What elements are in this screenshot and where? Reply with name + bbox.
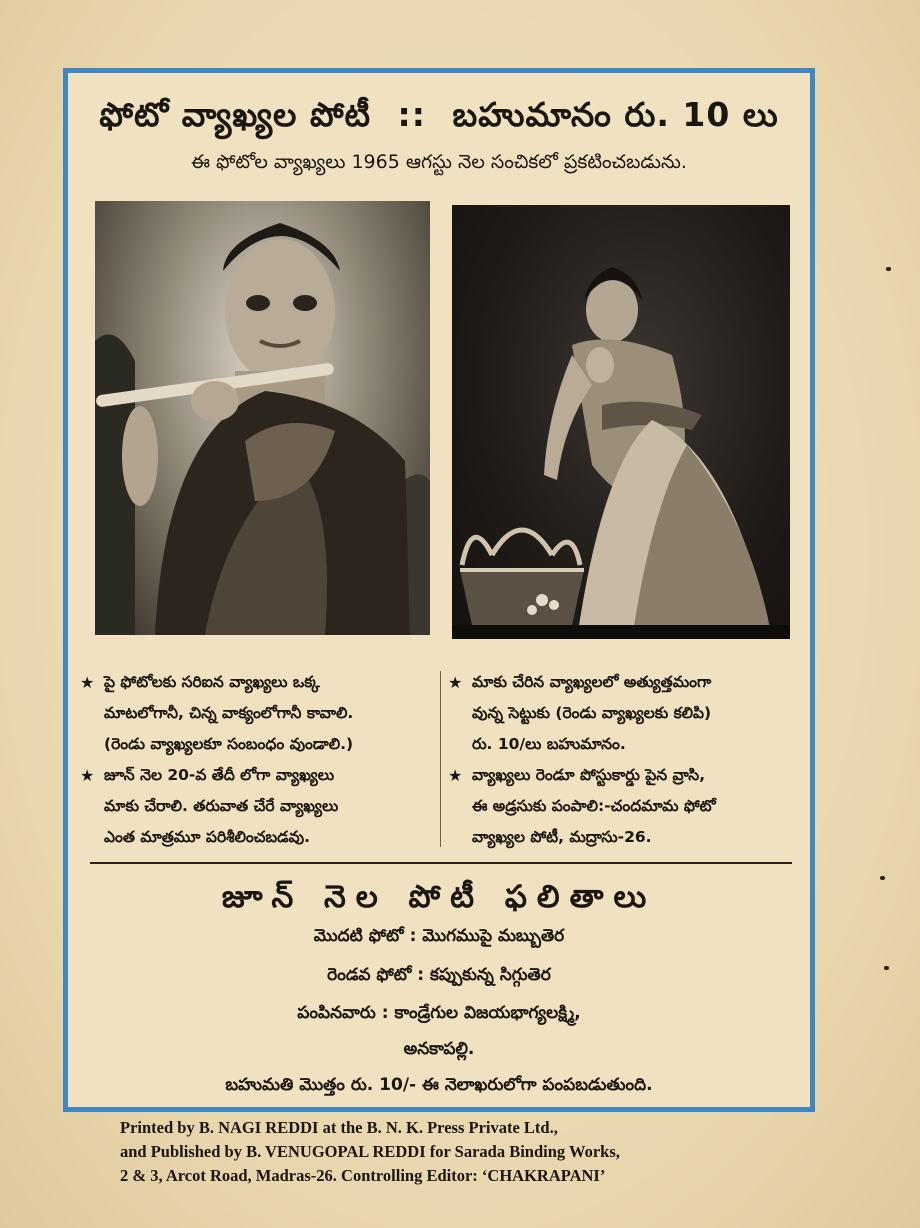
result-sender: పంపినవారు : కాండ్రేగుల విజయభాగ్యలక్ష్మి, [297,1003,581,1023]
result-first-photo: మొదటి ఫోటో : మొగముపై మబ్బుతెర [313,926,565,946]
section-divider [90,862,792,864]
contest-subtitle: ఈ ఫోటోల వ్యాఖ్యలు 1965 ఆగస్టు నెల సంచికలో ప్రకటించబడును. [191,151,687,173]
rule-item [80,760,435,853]
title-separator: :: [397,95,426,134]
rule-item [448,667,808,760]
result-second-photo: రెండవ ఫోటో : కప్పుకున్న సిగ్గుతెర [327,965,551,985]
rule-line: వ్యాఖ్యల పోటీ, మద్రాసు-26. [472,828,652,846]
rule-line: మాటలోగానీ, చిన్న వాక్యంలోగానీ కావాలి. [104,704,354,722]
star-icon: ★ [80,673,95,692]
rules-column-right [448,667,808,853]
star-icon: ★ [80,766,95,785]
photo-flute-player [95,201,430,635]
imprint-line: 2 & 3, Arcot Road, Madras-26. Controlling Editor: ‘CHAKRAPANI’ [120,1166,606,1185]
contest-title [68,95,810,142]
rule-item [448,760,808,853]
column-divider [440,671,441,847]
rule-line: వున్న సెట్టుకు (రెండు వ్యాఖ్యలకు కలిపి) [472,704,712,722]
rule-line: జూన్ నెల 20-వ తేదీ లోగా వ్యాఖ్యలు [104,766,335,784]
imprint-line: and Published by B. VENUGOPAL REDDI for Sarada Binding Works, [120,1142,620,1161]
title-right: బహుమానం రు. 10 లు [452,95,779,134]
result-prize-note: బహుమతి మొత్తం రు. 10/- ఈ నెలాఖరులోగా పంపబడుతుంది. [225,1075,653,1095]
print-speck [884,966,889,970]
star-icon: ★ [448,673,463,692]
rule-item [80,667,435,760]
result-place: అనకాపల్లి. [403,1039,475,1059]
photo-woman-with-basket [452,205,790,639]
rule-line: ఈ అడ్రసుకు పంపాలి:-చందమామ ఫోటో [472,797,716,815]
rules-column-left [80,667,435,853]
print-speck [886,267,891,271]
rule-line: మాకు చేరాలి. తరువాత చేరే వ్యాఖ్యలు [104,797,339,815]
star-icon: ★ [448,766,463,785]
contest-frame [63,68,815,1112]
rule-line: ఎంత మాత్రమూ పరిశీలించబడవు. [104,828,310,846]
print-speck [880,876,885,880]
results-title: జూన్ నెల పోటీ ఫలితాలు [221,879,657,915]
rule-line: వ్యాఖ్యలు రెండూ పోస్టుకార్డు పైన వ్రాసి, [472,766,706,784]
imprint-footer [120,1116,810,1188]
title-left: ఫోటో వ్యాఖ్యల పోటీ [99,95,372,134]
rule-line: (రెండు వ్యాఖ్యలకూ సంబంధం వుండాలి.) [104,735,354,753]
imprint-line: Printed by B. NAGI REDDI at the B. N. K. Press Private Ltd., [120,1118,558,1137]
rule-line: రు. 10/లు బహుమానం. [472,735,626,753]
rule-line: పై ఫోటోలకు సరిఐన వ్యాఖ్యలు ఒక్క [104,673,320,691]
rule-line: మాకు చేరిన వ్యాఖ్యలలో అత్యుత్తమంగా [472,673,712,691]
